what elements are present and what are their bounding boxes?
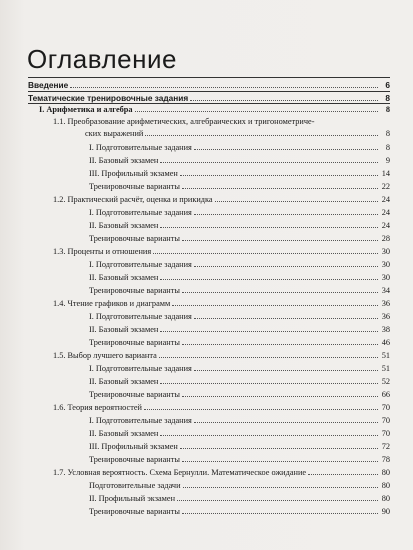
- toc-entry[interactable]: [28, 93, 390, 103]
- toc-entry[interactable]: [89, 155, 390, 166]
- leader-dots: [194, 363, 378, 371]
- toc-entry[interactable]: [89, 506, 390, 517]
- toc-entry[interactable]: [53, 298, 390, 309]
- leader-dots: [153, 246, 378, 254]
- toc-entry-label: II. Профильный экзамен: [89, 494, 176, 503]
- leader-dots: [182, 181, 378, 189]
- toc-entry-page: 80: [381, 481, 390, 490]
- leader-dots: [177, 493, 378, 501]
- toc-entry[interactable]: [53, 246, 390, 257]
- toc-entry-page: 78: [381, 455, 390, 464]
- leader-dots: [70, 80, 378, 88]
- toc-entry[interactable]: [53, 350, 390, 361]
- toc-entry[interactable]: [89, 415, 390, 426]
- toc-entry-page: 8: [385, 93, 390, 103]
- toc-entry-label: I. Подготовительные задания: [89, 260, 192, 269]
- toc-entry-page: 80: [381, 494, 390, 503]
- toc-entry-label: I. Подготовительные задания: [89, 312, 192, 321]
- toc-entry[interactable]: [89, 233, 390, 244]
- toc-entry-label[interactable]: 1.1. Преобразование арифметических, алгебраических и тригонометриче-: [53, 117, 315, 126]
- toc-entry-page: 30: [381, 247, 390, 256]
- divider-intro: [28, 91, 390, 92]
- leader-dots: [145, 128, 378, 136]
- toc-entry-page: 34: [381, 286, 390, 295]
- leader-dots: [182, 389, 378, 397]
- toc-entry[interactable]: [89, 376, 390, 387]
- toc-entry-page: 9: [385, 156, 390, 165]
- toc-entry-page: 46: [381, 338, 390, 347]
- toc-entry-label: II. Базовый экзамен: [89, 273, 159, 282]
- leader-dots: [180, 168, 378, 176]
- toc-entry[interactable]: [85, 128, 390, 139]
- toc-entry-label: I. Подготовительные задания: [89, 416, 192, 425]
- leader-dots: [194, 415, 378, 423]
- toc-entry[interactable]: [89, 259, 390, 270]
- toc-entry-label: 1.3. Проценты и отношения: [53, 247, 152, 256]
- toc-entry-label: III. Профильный экзамен: [89, 442, 178, 451]
- toc-entry-page: 30: [381, 273, 390, 282]
- leader-dots: [215, 194, 378, 202]
- page-title: Оглавление: [27, 44, 177, 74]
- toc-entry[interactable]: [89, 389, 390, 400]
- leader-dots: [183, 480, 378, 488]
- toc-entry-label: Тренировочные варианты: [89, 390, 180, 399]
- toc-entry[interactable]: [89, 493, 390, 504]
- toc-entry-page: 6: [385, 80, 390, 90]
- toc-entry-label: Введение: [28, 80, 69, 90]
- toc-entry[interactable]: [89, 272, 390, 283]
- toc-entry-page: 72: [381, 442, 390, 451]
- toc-entry-page: 36: [381, 312, 390, 321]
- toc-entry[interactable]: [89, 428, 390, 439]
- toc-entry-page: 24: [381, 195, 390, 204]
- leader-dots: [182, 506, 378, 514]
- toc-entry-label: Тренировочные варианты: [89, 286, 180, 295]
- toc-entry[interactable]: [28, 80, 390, 90]
- toc-entry[interactable]: [89, 454, 390, 465]
- divider-top: [28, 77, 390, 78]
- leader-dots: [308, 467, 378, 475]
- leader-dots: [160, 220, 378, 228]
- toc-entry-page: 52: [381, 377, 390, 386]
- toc-entry-page: 70: [381, 416, 390, 425]
- toc-entry[interactable]: [89, 441, 390, 452]
- toc-entry-label: Тренировочные варианты: [89, 507, 180, 516]
- toc-entry-label: I. Подготовительные задания: [89, 143, 192, 152]
- toc-entry-label: II. Базовый экзамен: [89, 221, 159, 230]
- toc-entry-label: 1.4. Чтение графиков и диаграмм: [53, 299, 171, 308]
- toc-entry-label: Тематические тренировочные задания: [28, 93, 189, 103]
- toc-entry-page: 38: [381, 325, 390, 334]
- toc-entry-page: 24: [381, 221, 390, 230]
- toc-entry[interactable]: [89, 337, 390, 348]
- leader-dots: [135, 104, 378, 112]
- toc-entry-page: 14: [381, 169, 390, 178]
- toc-entry-label: Тренировочные варианты: [89, 182, 180, 191]
- toc-entry-label: 1.2. Практический расчёт, оценка и прикидка: [53, 195, 213, 204]
- toc-entry-label: I. Подготовительные задания: [89, 208, 192, 217]
- leader-dots: [160, 324, 378, 332]
- toc-entry[interactable]: [53, 467, 390, 478]
- toc-entry-page: 51: [381, 351, 390, 360]
- toc-entry-page: 36: [381, 299, 390, 308]
- toc-entry-page: 66: [381, 390, 390, 399]
- leader-dots: [190, 93, 378, 101]
- toc-entry[interactable]: [89, 480, 390, 491]
- leader-dots: [194, 259, 378, 267]
- leader-dots: [172, 298, 378, 306]
- leader-dots: [160, 155, 378, 163]
- toc-entry-page: 8: [385, 129, 390, 138]
- toc-entry-label: 1.6. Теория вероятностей: [53, 403, 142, 412]
- leader-dots: [144, 402, 378, 410]
- leader-dots: [160, 376, 378, 384]
- toc-entry[interactable]: [89, 363, 390, 374]
- toc-entry-label: II. Базовый экзамен: [89, 429, 159, 438]
- toc-entry-label: Тренировочные варианты: [89, 234, 180, 243]
- leader-dots: [182, 454, 378, 462]
- toc-entry-label: II. Базовый экзамен: [89, 325, 159, 334]
- toc-entry-label: ских выражений: [85, 129, 144, 138]
- leader-dots: [194, 207, 378, 215]
- toc-entry[interactable]: [89, 311, 390, 322]
- leader-dots: [182, 285, 378, 293]
- toc-entry-label: Тренировочные варианты: [89, 338, 180, 347]
- toc-entry[interactable]: [89, 181, 390, 192]
- toc-entry[interactable]: [89, 207, 390, 218]
- toc-entry-label: III. Профильный экзамен: [89, 169, 178, 178]
- leader-dots: [159, 350, 378, 358]
- toc-entry[interactable]: [89, 220, 390, 231]
- leader-dots: [182, 233, 378, 241]
- leader-dots: [180, 441, 378, 449]
- leader-dots: [194, 142, 378, 150]
- toc-entry-label: Подготовительные задачи: [89, 481, 181, 490]
- toc-entry-label: Тренировочные варианты: [89, 455, 180, 464]
- toc-entry-page: 90: [381, 507, 390, 516]
- toc-entry-page: 28: [381, 234, 390, 243]
- toc-entry-page: 51: [381, 364, 390, 373]
- toc-entry-page: 22: [381, 182, 390, 191]
- toc-entry-label: II. Базовый экзамен: [89, 156, 159, 165]
- toc-entry[interactable]: [89, 324, 390, 335]
- toc-entry[interactable]: [89, 285, 390, 296]
- leader-dots: [160, 428, 378, 436]
- toc-entry[interactable]: [89, 168, 390, 179]
- toc-entry-label: I. Арифметика и алгебра: [39, 105, 133, 114]
- toc-entry-label: I. Подготовительные задания: [89, 364, 192, 373]
- toc-entry[interactable]: [39, 104, 390, 115]
- toc-entry[interactable]: [53, 194, 390, 205]
- toc-entry-label: II. Базовый экзамен: [89, 377, 159, 386]
- leader-dots: [194, 311, 378, 319]
- toc-entry-page: 30: [381, 260, 390, 269]
- toc-entry-label: 1.7. Условная вероятность. Схема Бернулли. Математическое ожидание: [53, 468, 307, 477]
- toc-entry-label: 1.5. Выбор лучшего варианта: [53, 351, 157, 360]
- toc-entry-page: 70: [381, 429, 390, 438]
- leader-dots: [160, 272, 378, 280]
- leader-dots: [182, 337, 378, 345]
- toc-entry[interactable]: [89, 142, 390, 153]
- toc-entry-page: 70: [381, 403, 390, 412]
- toc-entry-page: 8: [385, 105, 390, 114]
- toc-entry[interactable]: [53, 402, 390, 413]
- toc-entry-page: 24: [381, 208, 390, 217]
- toc-entry-page: 8: [385, 143, 390, 152]
- toc-entry-page: 80: [381, 468, 390, 477]
